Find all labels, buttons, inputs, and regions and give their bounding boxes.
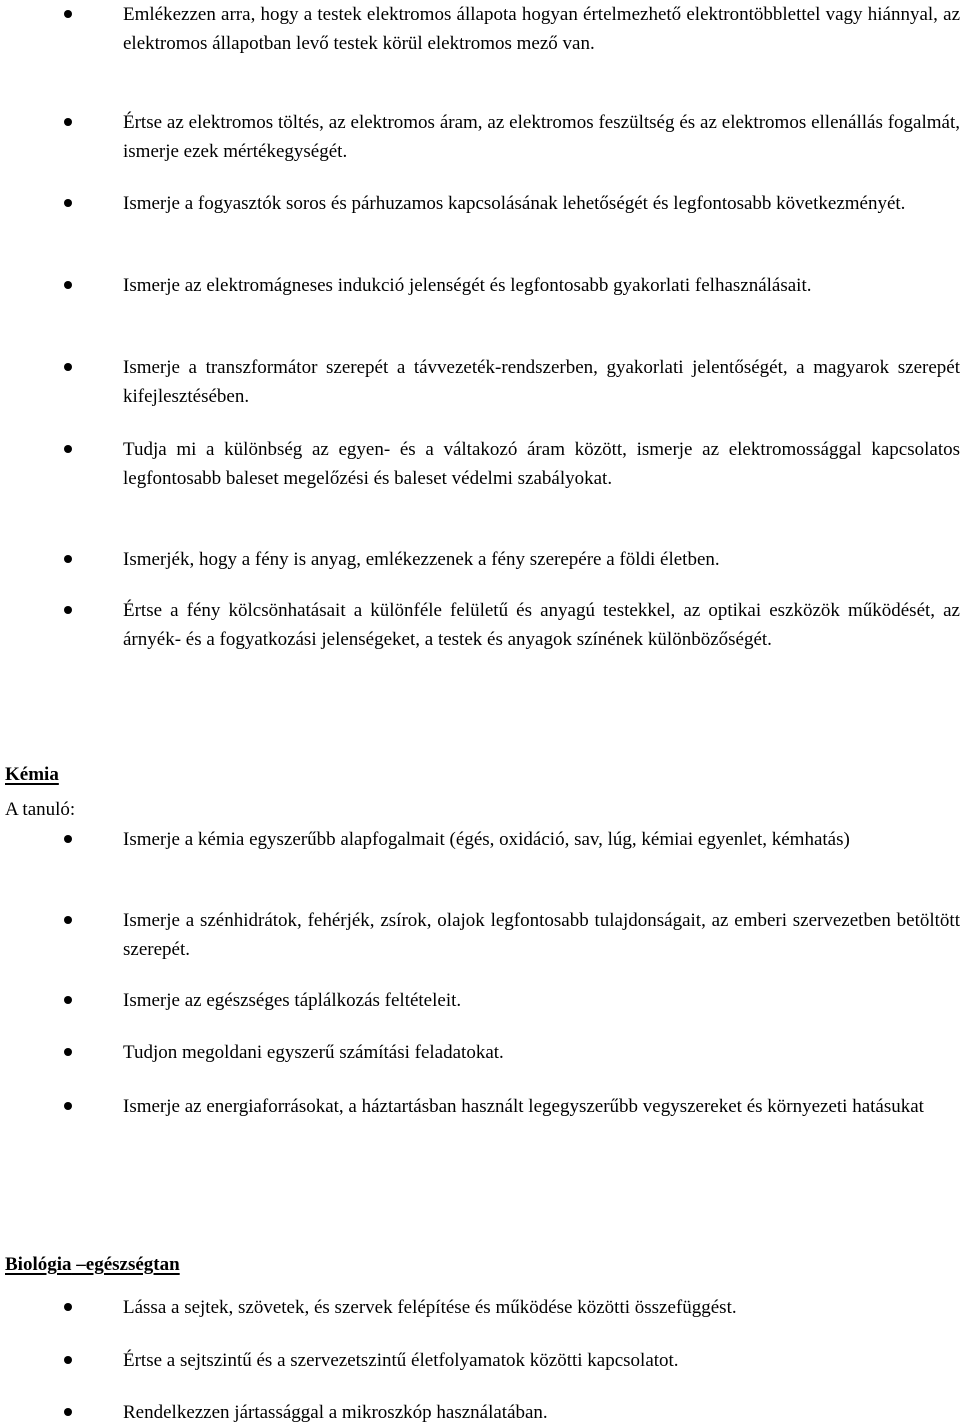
- bullet-icon: [64, 916, 72, 924]
- section-title-chemistry: [5, 760, 59, 789]
- list-item-text: Lássa a sejtek, szövetek, és szervek felépítése és működése közötti összefüggést.: [123, 1297, 737, 1318]
- list-item: [0, 108, 960, 166]
- bullet-icon: [64, 1102, 72, 1110]
- list-item-text: Ismerje a transzformátor szerepét a távvezeték-rendszerben, gyakorlati jelentőségét, a magyarok szerepét kifejlesztésében.: [123, 357, 960, 407]
- bullet-icon: [64, 10, 72, 18]
- list-item: [0, 189, 960, 218]
- list-item-text: Ismerje az elektromágneses indukció jelenségét és legfontosabb gyakorlati felhasználásait.: [123, 275, 812, 296]
- list-item-text: Ismerje a kémia egyszerűbb alapfogalmait (égés, oxidáció, sav, lúg, kémiai egyenlet, kémhatás): [123, 829, 850, 850]
- bullet-icon: [64, 606, 72, 614]
- section-title-biology: [5, 1250, 180, 1279]
- list-item-text: Ismerje az energiaforrásokat, a háztartásban használt legegyszerűbb vegyszereket és környezeti hatásukat: [123, 1096, 924, 1117]
- bullet-icon: [64, 445, 72, 453]
- list-item-text: Értse a fény kölcsönhatásait a különféle felületű és anyagú testekkel, az optikai eszközök működését, az árnyék- és a fogyatkozási jelenségeket, a testek és anyagok színének különbözőségét.: [123, 600, 960, 650]
- bullet-icon: [64, 1408, 72, 1416]
- bullet-icon: [64, 835, 72, 843]
- list-item: [0, 906, 960, 964]
- list-item-text: Ismerje a fogyasztók soros és párhuzamos kapcsolásának lehetőségét és legfontosabb következményét.: [123, 193, 906, 214]
- list-item: [0, 271, 960, 300]
- list-item-text: Ismerje az egészséges táplálkozás feltételeit.: [123, 990, 462, 1011]
- section-subtitle: A tanuló:: [5, 799, 76, 820]
- list-item: [0, 353, 960, 411]
- bullet-icon: [64, 281, 72, 289]
- list-item-text: Ismerje a szénhidrátok, fehérjék, zsírok, olajok legfontosabb tulajdonságait, az emberi szervezetben betöltött szerepét.: [123, 910, 960, 960]
- bullet-icon: [64, 1048, 72, 1056]
- list-item-text: Értse a sejtszintű és a szervezetszintű életfolyamatok közötti kapcsolatot.: [123, 1350, 679, 1371]
- list-item: [0, 1346, 960, 1375]
- list-item: [0, 986, 960, 1015]
- list-item-text: Értse az elektromos töltés, az elektromos áram, az elektromos feszültség és az elektromos ellenállás fogalmát, ismerje ezek mértékegységét.: [123, 112, 960, 162]
- list-item: [0, 1398, 960, 1427]
- list-item: [0, 825, 960, 854]
- list-item-text: Ismerjék, hogy a fény is anyag, emlékezzenek a fény szerepére a földi életben.: [123, 549, 720, 570]
- list-item: [0, 1293, 960, 1322]
- list-item: [0, 596, 960, 654]
- bullet-icon: [64, 1356, 72, 1364]
- list-item-text: Tudjon megoldani egyszerű számítási feladatokat.: [123, 1042, 504, 1063]
- list-item-text: Tudja mi a különbség az egyen- és a váltakozó áram között, ismerje az elektromossággal kapcsolatos legfontosabb baleset megelőzési és baleset védelmi szabályokat.: [123, 439, 960, 489]
- section-title-text: Biológia: [5, 1254, 72, 1275]
- section-title-text: Kémia: [5, 764, 59, 785]
- list-item: [0, 1038, 960, 1067]
- list-item: [0, 435, 960, 493]
- bullet-icon: [64, 555, 72, 563]
- section-title-text-suffix: –egészségtan: [71, 1254, 180, 1275]
- list-item-text: Rendelkezzen jártassággal a mikroszkóp használatában.: [123, 1402, 548, 1423]
- bullet-icon: [64, 199, 72, 207]
- list-item: [0, 545, 960, 574]
- list-item: [0, 1092, 960, 1121]
- bullet-icon: [64, 118, 72, 126]
- list-item-text: Emlékezzen arra, hogy a testek elektromos állapota hogyan értelmezhető elektrontöbblettel vagy hiánnyal, az elektromos állapotban levő testek körül elektromos mező van.: [123, 4, 960, 54]
- list-item: [0, 0, 960, 58]
- bullet-icon: [64, 363, 72, 371]
- bullet-icon: [64, 996, 72, 1004]
- bullet-icon: [64, 1303, 72, 1311]
